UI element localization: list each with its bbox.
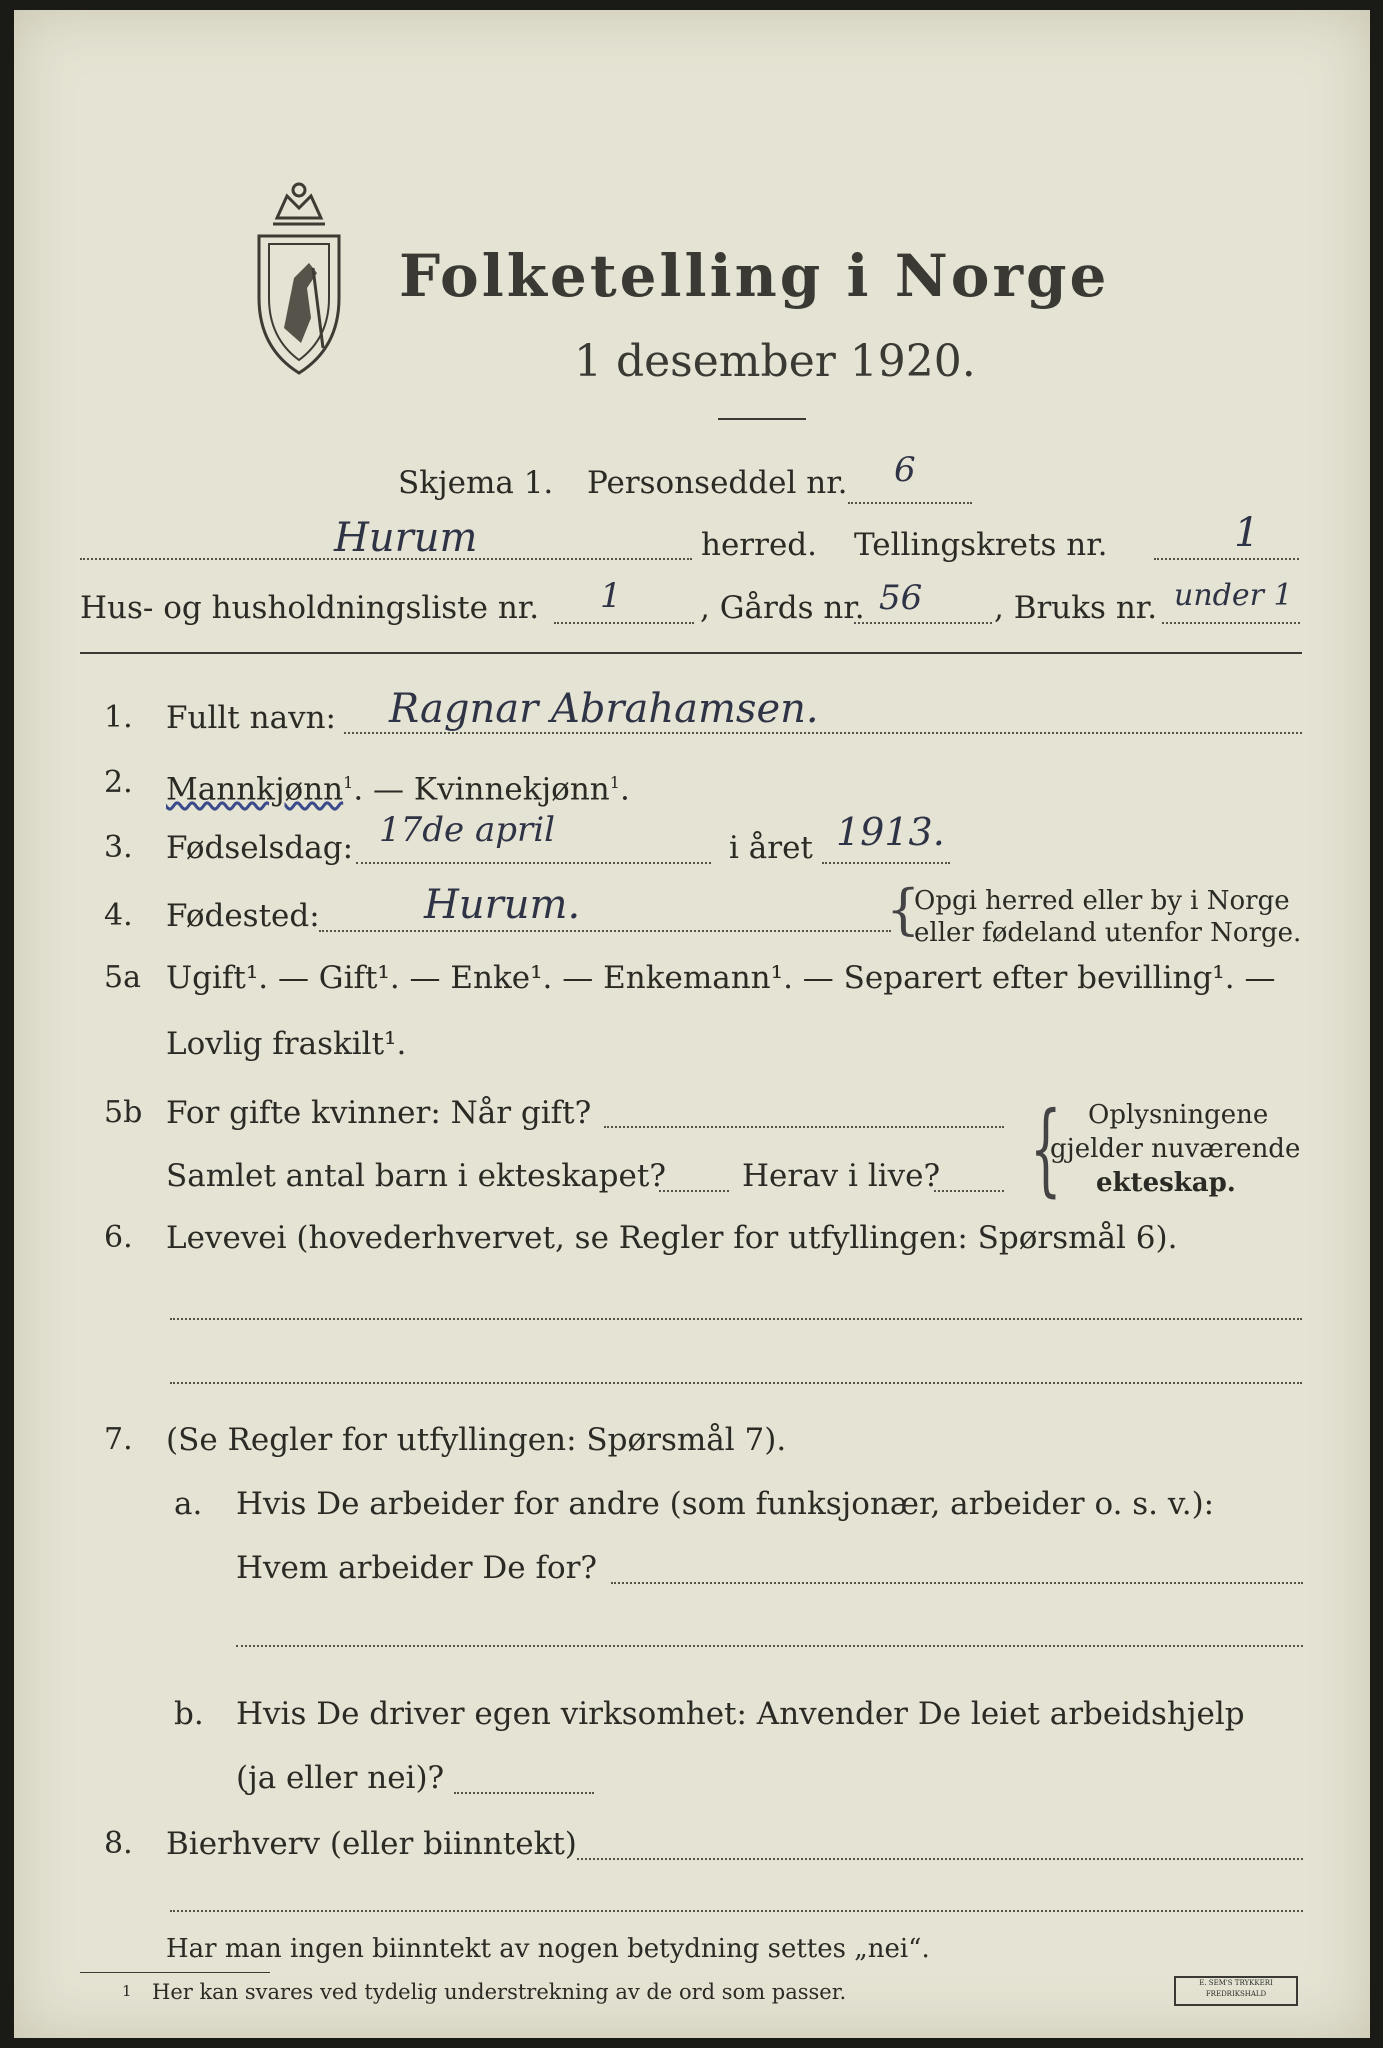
employer-line[interactable] xyxy=(611,1582,1303,1584)
q6-label: Levevei (hovederhvervet, se Regler for utfyllingen: Spørsmål 6). xyxy=(166,1220,1178,1256)
census-form-page xyxy=(14,10,1370,2038)
q3-number: 3. xyxy=(104,830,133,865)
marital-status-options[interactable]: Ugift¹. — Gift¹. — Enke¹. — Enkemann¹. — Separert efter bevilling¹. — xyxy=(166,960,1276,996)
q7a-line2: Hvem arbeider De for? xyxy=(236,1550,598,1586)
gards-line xyxy=(854,622,992,624)
q7-number: 7. xyxy=(104,1422,133,1457)
gards-label: , Gårds nr. xyxy=(700,590,865,626)
children-alive-line xyxy=(934,1190,1004,1192)
married-when-label: For gifte kvinner: Når gift? xyxy=(166,1095,592,1131)
bruks-label: , Bruks nr. xyxy=(994,590,1158,626)
q5b-brace: { xyxy=(1029,1090,1062,1207)
q7a-letter: a. xyxy=(174,1486,203,1522)
form-title: Folketelling i Norge xyxy=(399,242,1110,310)
q5b-note-line3: ekteskap. xyxy=(1096,1168,1236,1198)
personseddel-value[interactable]: 6 xyxy=(894,450,916,490)
norway-coat-of-arms-icon xyxy=(239,178,359,378)
hired-help-line[interactable] xyxy=(454,1792,594,1794)
full-name-value[interactable]: Ragnar Abrahamsen. xyxy=(389,686,819,732)
q2-gender-options xyxy=(166,765,630,807)
q5b-note-line2: gjelder nuværende xyxy=(1050,1134,1301,1164)
q8-note: Har man ingen biinntekt av nogen betydning settes „nei“. xyxy=(166,1934,930,1964)
tellingskrets-line xyxy=(1154,558,1299,560)
gards-value[interactable]: 56 xyxy=(879,578,923,618)
q1-number: 1. xyxy=(104,700,133,735)
bruks-value[interactable]: under 1 xyxy=(1174,578,1293,613)
birth-year-value[interactable]: 1913. xyxy=(836,810,945,854)
q7b-line1: Hvis De driver egen virksomhet: Anvender De leiet arbeidshjelp xyxy=(236,1696,1245,1732)
header-divider xyxy=(80,652,1302,654)
bruks-line xyxy=(1162,622,1300,624)
q7a-line1: Hvis De arbeider for andre (som funksjonær, arbeider o. s. v.): xyxy=(236,1486,1215,1522)
q5a-number: 5a xyxy=(104,960,141,995)
employer-line-2[interactable] xyxy=(236,1645,1303,1647)
skjema-label: Skjema 1. xyxy=(398,465,554,501)
children-total-label: Samlet antal barn i ekteskapet? xyxy=(166,1158,666,1194)
q5b-note-line1: Oplysningene xyxy=(1088,1100,1269,1130)
tellingskrets-value[interactable]: 1 xyxy=(1234,510,1260,556)
personseddel-label: Personseddel nr. xyxy=(587,465,848,501)
q7b-letter: b. xyxy=(174,1696,204,1732)
husliste-line xyxy=(554,622,694,624)
q1-line xyxy=(344,732,1302,734)
herred-value[interactable]: Hurum xyxy=(334,515,478,561)
printer-stamp: E. SEM'S TRYKKERI FREDRIKSHALD xyxy=(1174,1976,1298,2006)
children-alive-label: Herav i live? xyxy=(742,1158,941,1194)
q2-footnote-mark-1: 1 xyxy=(343,773,354,792)
q4-note-line1: Opgi herred eller by i Norge xyxy=(914,886,1290,916)
birthplace-value[interactable]: Hurum. xyxy=(424,882,581,928)
q1-label: Fullt navn: xyxy=(166,700,336,736)
marital-status-options-cont[interactable]: Lovlig fraskilt¹. xyxy=(166,1026,407,1062)
q6-number: 6. xyxy=(104,1220,133,1255)
q2-number: 2. xyxy=(104,765,133,800)
q4-label: Fødested: xyxy=(166,898,320,934)
side-income-line[interactable] xyxy=(577,1858,1303,1860)
husliste-label: Hus- og husholdningsliste nr. xyxy=(80,590,540,626)
husliste-value[interactable]: 1 xyxy=(600,576,622,616)
title-divider xyxy=(718,418,806,420)
census-date: 1 desember 1920. xyxy=(574,336,976,387)
footnote-text: Her kan svares ved tydelig understrekning av de ord som passer. xyxy=(152,1980,847,2004)
q2-separator: . — xyxy=(353,771,414,808)
footnote-divider xyxy=(80,1972,270,1973)
year-label: i året xyxy=(729,830,813,866)
birthday-line xyxy=(356,862,711,864)
birthday-value[interactable]: 17de april xyxy=(379,810,555,850)
herred-label: herred. xyxy=(701,527,817,563)
side-income-line-2[interactable] xyxy=(170,1910,1303,1912)
occupation-line-1[interactable] xyxy=(170,1318,1302,1320)
q5b-number: 5b xyxy=(104,1095,143,1130)
footnote-mark: 1 xyxy=(122,1982,132,2000)
q4-note-line2: eller fødeland utenfor Norge. xyxy=(914,918,1302,948)
q4-brace: { xyxy=(886,878,921,941)
q2-period: . xyxy=(619,771,630,808)
birthplace-line xyxy=(319,930,891,932)
q7b-line2: (ja eller nei)? xyxy=(236,1760,445,1796)
married-when-line xyxy=(604,1126,1004,1128)
q8-label: Bierhverv (eller biinntekt) xyxy=(166,1826,577,1862)
female-option[interactable]: Kvinnekjønn xyxy=(413,771,610,808)
occupation-line-2[interactable] xyxy=(170,1382,1302,1384)
children-total-line xyxy=(659,1190,729,1192)
q3-label: Fødselsdag: xyxy=(166,830,354,866)
q7-label: (Se Regler for utfyllingen: Spørsmål 7). xyxy=(166,1422,787,1458)
year-line xyxy=(822,862,950,864)
tellingskrets-label: Tellingskrets nr. xyxy=(854,527,1108,563)
male-option[interactable]: Mannkjønn xyxy=(166,771,344,808)
q8-number: 8. xyxy=(104,1826,133,1861)
q2-footnote-mark-2: 1 xyxy=(609,773,620,792)
personseddel-line xyxy=(848,502,972,504)
q4-number: 4. xyxy=(104,898,133,933)
